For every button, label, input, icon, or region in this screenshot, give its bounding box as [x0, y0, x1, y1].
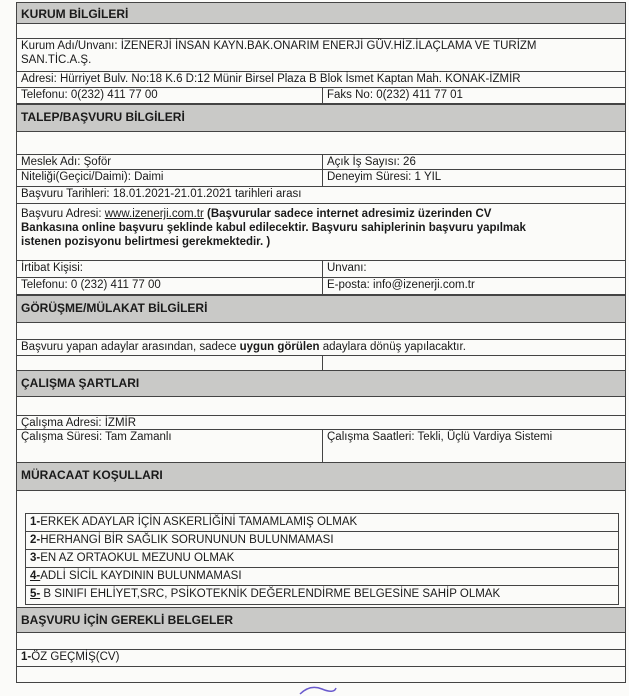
application-address-label: Başvuru Adresi: — [21, 208, 102, 220]
divider — [322, 356, 323, 370]
open-positions: Açık İş Sayısı: 26 — [327, 156, 416, 168]
spacer — [16, 24, 626, 38]
application-dates: Başvuru Tarihleri: 18.01.2021-21.01.2021 tarihleri arası — [21, 188, 302, 200]
kurum-header — [16, 2, 626, 24]
work-duration: Çalışma Süresi: Tam Zamanlı — [21, 431, 172, 443]
spacer — [16, 323, 626, 339]
gorusme-text-row — [16, 339, 626, 356]
condition-number: 2- — [30, 534, 41, 546]
kurum-fax: Faks No: 0(232) 411 77 01 — [327, 89, 463, 101]
condition-number: 3- — [30, 552, 41, 564]
contact-title: Unvanı: — [327, 262, 367, 274]
application-note-2: Bankasına online başvuru şeklinde kabul edilecektir. Başvuru sahiplerinin başvuru yapılmak — [21, 222, 526, 234]
conditions-list — [25, 513, 619, 605]
calisma-hours-row — [16, 430, 626, 463]
signature-mark — [298, 685, 338, 696]
condition-number: 5- — [30, 588, 41, 600]
interview-text-c: adaylara dönüş yapılacaktır. — [319, 341, 466, 353]
talep-header-text: TALEP/BAŞVURU BİLGİLERİ — [21, 110, 185, 124]
work-hours: Çalışma Saatleri: Tekli, Üçlü Vardiya Sistemi — [327, 431, 553, 443]
talep-dates-row — [16, 187, 626, 204]
contact-person: İrtibat Kişisi: — [21, 262, 83, 274]
divider — [322, 155, 323, 169]
condition-number: 1- — [30, 516, 41, 528]
kurum-header-text: KURUM BİLGİLERİ — [21, 7, 129, 21]
condition-text: ERKEK ADAYLAR İÇİN ASKERLİĞİNİ TAMAMLAMIŞ OLMAK — [40, 516, 358, 528]
condition-item — [26, 532, 618, 550]
kurum-address-row — [16, 72, 626, 88]
muracaat-header — [16, 463, 626, 491]
condition-number: 4- — [30, 570, 41, 582]
kurum-name-line1: Kurum Adı/Unvanı: İZENERJİ İNSAN KAYN.BAK.ONARIM ENERJİ GÜV.HİZ.İLAÇLAMA VE TURİZM — [21, 40, 537, 52]
experience: Deneyim Süresi: 1 YIL — [327, 171, 442, 183]
calisma-header-text: ÇALIŞMA ŞARTLARI — [21, 376, 140, 390]
condition-text: B SINIFI EHLİYET,SRC, PSİKOTEKNİK DEĞERLENDİRME BELGESİNE SAHİP OLMAK — [40, 588, 501, 600]
job-title: Meslek Adı: Şoför — [21, 156, 112, 168]
kurum-address: Adresi: Hürriyet Bulv. No:18 K.6 D:12 Münir Birsel Plaza B Blok İsmet Kaptan Mah. KONAK-İZMİR — [21, 73, 521, 85]
condition-item — [26, 550, 618, 568]
belgeler-header-text: BAŞVURU İÇİN GEREKLİ BELGELER — [21, 613, 234, 627]
condition-item — [26, 514, 618, 532]
kurum-name-row — [16, 38, 626, 72]
belgeler-empty-row — [16, 667, 626, 683]
divider — [322, 88, 323, 103]
work-address: Çalışma Adresi: İZMİR — [21, 417, 137, 429]
contact-email: E-posta: info@izenerji.com.tr — [327, 279, 475, 291]
divider — [322, 278, 323, 294]
spacer — [16, 132, 626, 154]
job-type: Niteliği(Geçici/Daimi): Daimi — [21, 171, 164, 183]
gorusme-header-text: GÖRÜŞME/MÜLAKAT BİLGİLERİ — [21, 301, 208, 315]
gorusme-empty-row — [16, 356, 626, 371]
condition-text: EN AZ ORTAOKUL MEZUNU OLMAK — [40, 552, 235, 564]
kurum-phone-row — [16, 88, 626, 104]
gorusme-header — [16, 295, 626, 323]
condition-item — [26, 568, 618, 586]
talep-type-row — [16, 170, 626, 187]
talep-address-row — [16, 204, 626, 261]
divider — [322, 261, 323, 277]
condition-text: HERHANGİ BİR SAĞLIK SORUNUNUN BULUNMAMASI — [40, 534, 334, 546]
kurum-phone: Telefonu: 0(232) 411 77 00 — [21, 89, 158, 101]
divider — [322, 170, 323, 186]
talep-header — [16, 104, 626, 132]
muracaat-body — [16, 491, 626, 607]
belgeler-header — [16, 607, 626, 633]
document-number: 1- — [21, 651, 32, 663]
application-note-1: (Başvurular sadece internet adresimiz üzerinden CV — [207, 208, 492, 220]
interview-text-bold: uygun görülen — [239, 341, 320, 353]
talep-contact-row — [16, 261, 626, 278]
kurum-name-line2: SAN.TİC.A.Ş. — [21, 54, 92, 66]
belgeler-item-row — [16, 649, 626, 667]
calisma-header — [16, 371, 626, 397]
talep-job-row — [16, 154, 626, 170]
calisma-address-row — [16, 415, 626, 430]
spacer — [16, 397, 626, 415]
application-website-link[interactable]: www.izenerji.com.tr — [104, 208, 204, 220]
job-posting-form — [16, 0, 626, 696]
interview-text-a: Başvuru yapan adaylar arasından, sadece — [21, 341, 240, 353]
talep-phone-row — [16, 278, 626, 295]
muracaat-header-text: MÜRACAAT KOŞULLARI — [21, 468, 163, 482]
divider — [322, 430, 323, 462]
contact-phone: Telefonu: 0 (232) 411 77 00 — [21, 279, 161, 291]
condition-text: ADLİ SİCİL KAYDININ BULUNMAMASI — [40, 570, 242, 582]
spacer — [16, 633, 626, 649]
condition-item — [26, 586, 618, 604]
document-text: ÖZ GEÇMİŞ(CV) — [31, 651, 120, 663]
application-note-3: istenen pozisyonu belirtmesi gerekmektedir. ) — [21, 236, 271, 248]
